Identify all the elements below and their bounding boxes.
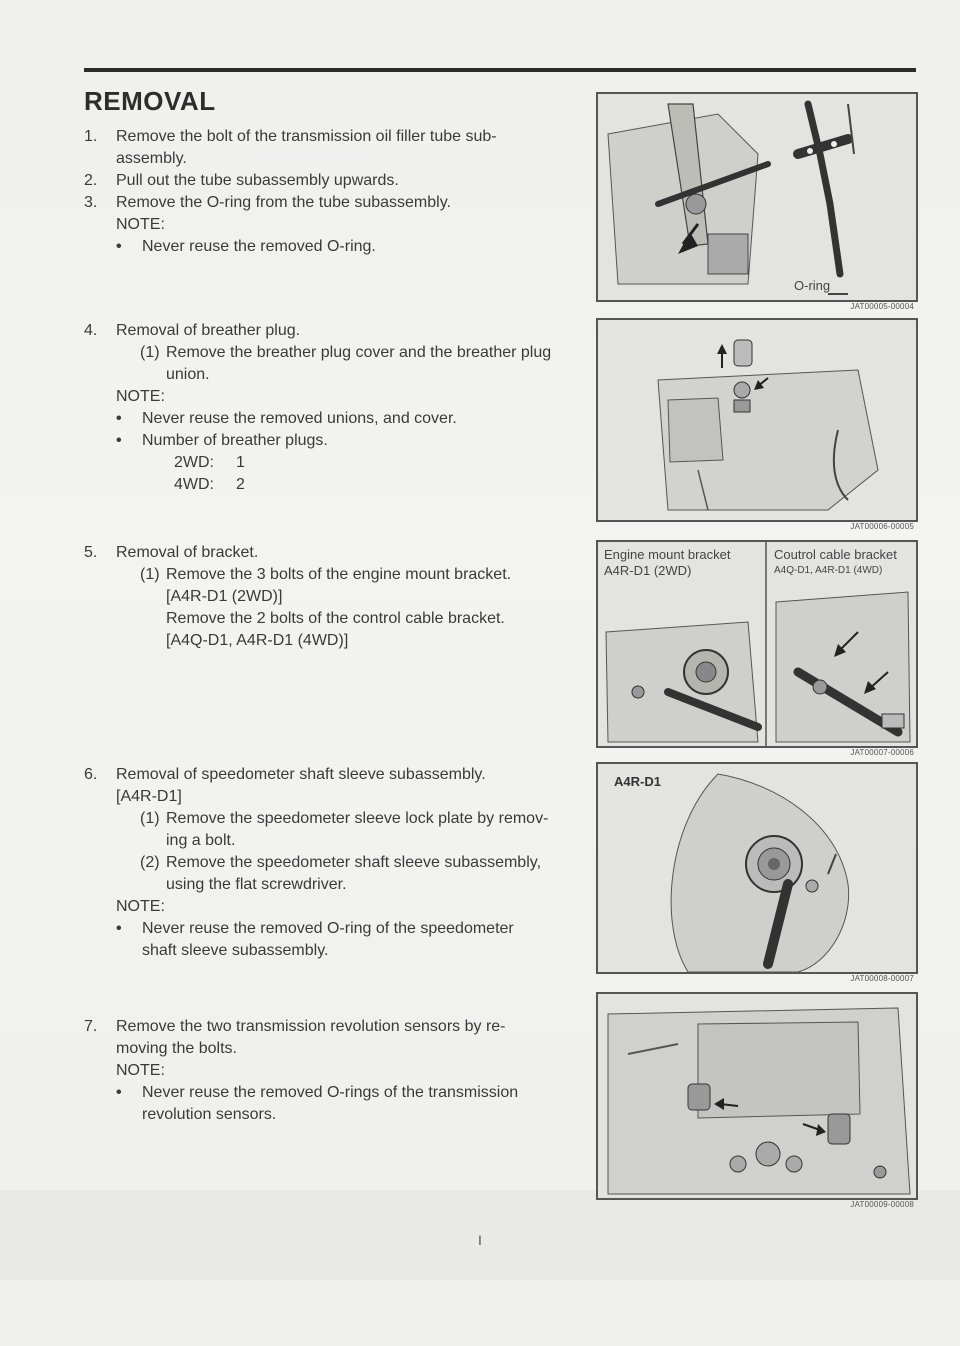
step-2 <box>84 170 574 192</box>
sub-step-number: (1) <box>140 810 160 827</box>
bullet-icon: • <box>116 920 122 937</box>
o-ring-label: O-ring <box>794 278 831 293</box>
bullet-icon: • <box>116 432 122 449</box>
step-1 <box>84 126 574 170</box>
step-7 <box>84 1016 574 1126</box>
figure-oil-filler-tube <box>596 92 918 302</box>
note-bullet <box>116 408 574 430</box>
step-6-title: Removal of speedometer shaft sleeve subassembly. <box>116 766 486 783</box>
note-label: NOTE: <box>116 388 165 405</box>
step-6-sub-2 <box>140 852 574 896</box>
figure-brackets <box>596 540 918 748</box>
step-number: 6. <box>84 766 98 783</box>
engine-mount-model: A4R-D1 (2WD) <box>604 563 692 578</box>
step-4 <box>84 320 574 496</box>
figure-code: JAT00009-00008 <box>850 1200 914 1209</box>
sub-step-line-1: Remove the breather plug cover and the breather plug <box>166 344 552 361</box>
sub-step-line-2: union. <box>166 366 210 383</box>
bullet-icon: • <box>116 410 122 427</box>
sub-step-line-1: Remove the speedometer shaft sleeve subassembly, <box>166 854 542 871</box>
step-7-line-2: moving the bolts. <box>116 1040 237 1057</box>
model-tag: [A4R-D1] <box>116 788 182 805</box>
figure-code: JAT00006-00005 <box>850 522 914 531</box>
sub-step-line-2: ing a bolt. <box>166 832 236 849</box>
step-number: 5. <box>84 544 98 561</box>
sub-step-line-3: Remove the 2 bolts of the control cable bracket. <box>166 610 505 627</box>
engine-mount-title: Engine mount bracket <box>604 547 731 562</box>
figure-revolution-sensors <box>596 992 918 1200</box>
step-5-title: Removal of bracket. <box>116 544 259 561</box>
note-line-1: Never reuse the removed O-rings of the transmission <box>142 1084 519 1101</box>
note-label: NOTE: <box>116 216 165 233</box>
note-bullet <box>116 1082 574 1126</box>
step-1-line-2: assembly. <box>116 150 187 167</box>
note-bullet <box>116 918 574 962</box>
figure-code: JAT00007-00006 <box>850 748 914 757</box>
drive-type: 4WD: <box>174 476 214 493</box>
note-line-2: revolution sensors. <box>142 1106 277 1123</box>
sub-step-line-2: [A4R-D1 (2WD)] <box>166 588 283 605</box>
step-number: 4. <box>84 322 98 339</box>
sub-step-number: (1) <box>140 344 160 361</box>
sub-step-line-1: Remove the 3 bolts of the engine mount bracket. <box>166 566 512 583</box>
bullet-icon: • <box>116 238 122 255</box>
section-title: REMOVAL <box>84 86 216 116</box>
note-text: Number of breather plugs. <box>142 432 328 449</box>
step-3 <box>84 192 574 214</box>
step-2-text: Pull out the tube subassembly upwards. <box>116 172 399 189</box>
drive-type: 2WD: <box>174 454 214 471</box>
control-cable-title: Coutrol cable bracket <box>774 547 897 562</box>
sub-step-line-2: using the flat screwdriver. <box>166 876 347 893</box>
note-label: NOTE: <box>116 898 165 915</box>
note-bullet <box>116 430 574 452</box>
plug-count: 1 <box>236 454 245 471</box>
speedometer-sleeve-illustration <box>598 764 916 972</box>
breather-count-4wd <box>174 474 574 496</box>
brackets-illustration <box>598 542 916 746</box>
note-text: Never reuse the removed O-ring. <box>142 238 376 255</box>
model-label: A4R-D1 <box>614 774 661 789</box>
oil-filler-tube-illustration <box>598 94 916 300</box>
breather-plug-illustration <box>598 320 916 520</box>
step-number: 2. <box>84 172 98 189</box>
note-label: NOTE: <box>116 1062 165 1079</box>
note-text: Never reuse the removed unions, and cover. <box>142 410 457 427</box>
header-rule <box>84 68 916 72</box>
step-5-sub-1 <box>140 564 574 652</box>
plug-count: 2 <box>236 476 245 493</box>
figure-speedometer-sleeve <box>596 762 918 974</box>
note-bullet <box>116 236 574 258</box>
step-4-title: Removal of breather plug. <box>116 322 301 339</box>
step-5 <box>84 542 574 652</box>
bullet-icon: • <box>116 1084 122 1101</box>
step-6-sub-1 <box>140 808 574 852</box>
sub-step-number: (2) <box>140 854 160 871</box>
step-6 <box>84 764 574 962</box>
step-1-text <box>116 126 574 170</box>
revolution-sensors-illustration <box>598 994 916 1198</box>
step-number: 1. <box>84 128 98 145</box>
sub-step-number: (1) <box>140 566 160 583</box>
sub-step-line-1: Remove the speedometer sleeve lock plate by remov- <box>166 810 549 827</box>
step-7-line-1: Remove the two transmission revolution sensors by re- <box>116 1018 506 1035</box>
page-number: I <box>478 1232 482 1248</box>
step-4-sub-1 <box>140 342 574 386</box>
step-number: 7. <box>84 1018 98 1035</box>
step-3-text: Remove the O-ring from the tube subassembly. <box>116 194 451 211</box>
step-1-line-1: Remove the bolt of the transmission oil filler tube sub- <box>116 128 497 145</box>
note-line-2: shaft sleeve subassembly. <box>142 942 329 959</box>
figure-code: JAT00005-00004 <box>850 302 914 311</box>
control-cable-model: A4Q-D1, A4R-D1 (4WD) <box>774 565 883 576</box>
figure-breather-plug <box>596 318 918 522</box>
note-line-1: Never reuse the removed O-ring of the speedometer <box>142 920 514 937</box>
step-number: 3. <box>84 194 98 211</box>
breather-count-2wd <box>174 452 574 474</box>
sub-step-line-4: [A4Q-D1, A4R-D1 (4WD)] <box>166 632 349 649</box>
steps-1-3 <box>84 126 574 258</box>
figure-code: JAT00008-00007 <box>850 974 914 983</box>
